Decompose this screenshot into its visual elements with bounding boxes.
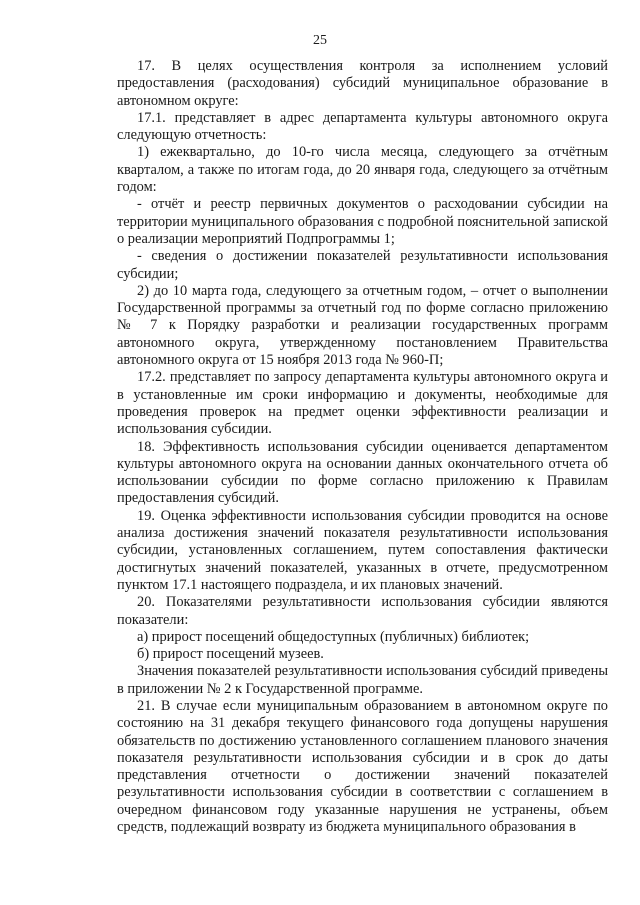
paragraph-17: 17. В целях осуществления контроля за исполнением условий предоставления (расходования) субсидий муниципальное образование в автономном округе:	[117, 58, 608, 109]
paragraph-20: 20. Показателями результативности использования субсидии являются показатели:	[117, 594, 608, 628]
paragraph-21: 21. В случае если муниципальным образованием в автономном округе по состоянию на 31 декабря текущего финансового года допущены нарушения обязательств по достижению установленного соглашением планового значения показателя результативности использования субсидии и в срок до даты представления отчетности о достижении значений показателей результативности использования субсидии в соответствии с соглашением в очередном финансовом году указанные нарушения не устранены, объем средств, подлежащий возврату из бюджета муниципального образования в	[117, 697, 608, 836]
paragraph-17-1-item-1-bullet-indicators: - сведения о достижении показателей результативности использования субсидии;	[117, 248, 608, 282]
document-body	[117, 58, 608, 836]
paragraph-18: 18. Эффективность использования субсидии оценивается департаментом культуры автономного округа на основании данных окончательного отчета об использовании субсидии по форме согласно приложению к Правилам предоставления субсидий.	[117, 438, 608, 507]
paragraph-17-1-item-1-bullet-report: - отчёт и реестр первичных документов о расходовании субсидии на территории муниципального образования с подробной пояснительной запиской о реализации мероприятий Подпрограммы 1;	[117, 196, 608, 247]
paragraph-20-item-a: а) прирост посещений общедоступных (публичных) библиотек;	[137, 628, 530, 645]
paragraph-17-1-item-2: 2) до 10 марта года, следующего за отчетным годом, – отчет о выполнении Государственной программы за отчетный год по форме согласно приложению № 7 к Порядку разработки и реализации государственных программ автономного округа, утвержденному постановлением Правительства автономного округа от 15 ноября 2013 года № 960-П;	[117, 282, 608, 369]
paragraph-indicator-values: Значения показателей результативности использования субсидий приведены в приложении № 2 к Государственной программе.	[117, 663, 608, 697]
paragraph-17-2: 17.2. представляет по запросу департамента культуры автономного округа и в установленные им сроки информацию и документы, необходимые для проведения проверок на предмет оценки эффективности реализации и использования субсидии.	[117, 369, 608, 438]
paragraph-17-1: 17.1. представляет в адрес департамента культуры автономного округа следующую отчетность:	[117, 109, 608, 144]
paragraph-19: 19. Оценка эффективности использования субсидии проводится на основе анализа достижения значений показателя результативности использования субсидии, установленных соглашением, путем сопоставления фактически достигнутых значений показателей, указанных в отчете, предусмотренном пунктом 17.1 настоящего подраздела, и их плановых значений.	[117, 507, 608, 593]
paragraph-17-1-item-1: 1) ежеквартально, до 10-го числа месяца, следующего за отчётным кварталом, а также по итогам года, до 20 января года, следующего за отчётным годом:	[117, 144, 608, 196]
paragraph-20-item-b: б) прирост посещений музеев.	[137, 646, 324, 663]
page-number: 25	[313, 33, 327, 48]
